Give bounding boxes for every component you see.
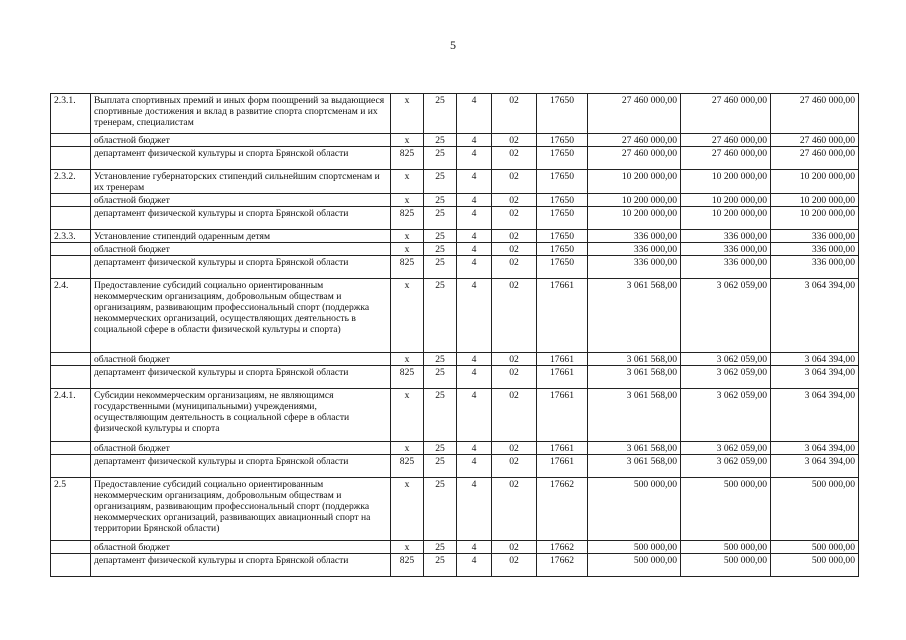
row-value-1: 10 200 000,00	[588, 207, 681, 230]
table-row	[51, 366, 859, 389]
row-csr: 02	[492, 478, 537, 541]
row-subname: областной бюджет	[91, 194, 391, 207]
row-num: 17650	[537, 94, 588, 134]
row-num: 17650	[537, 147, 588, 170]
row-gr: х	[391, 442, 424, 455]
row-value-3: 10 200 000,00	[771, 170, 859, 194]
row-rz: 25	[424, 353, 457, 366]
row-value-2: 500 000,00	[681, 478, 771, 541]
row-value-1: 3 061 568,00	[588, 366, 681, 389]
row-rz: 25	[424, 256, 457, 279]
row-csr: 02	[492, 353, 537, 366]
row-subname: областной бюджет	[91, 134, 391, 147]
row-gr: х	[391, 94, 424, 134]
row-name: Выплата спортивных премий и иных форм поощрений за выдающиеся спортивные достижения и вклад в развитие спорта спортсменам и их тренерам, специалистам	[91, 94, 391, 134]
row-num: 17661	[537, 442, 588, 455]
row-code	[51, 366, 91, 389]
table-row	[51, 230, 859, 243]
table-row	[51, 279, 859, 353]
row-value-2: 27 460 000,00	[681, 147, 771, 170]
row-gr: 825	[391, 366, 424, 389]
row-pr: 4	[457, 455, 492, 478]
row-csr: 02	[492, 442, 537, 455]
row-value-1: 3 061 568,00	[588, 353, 681, 366]
row-value-3: 500 000,00	[771, 554, 859, 577]
row-value-2: 27 460 000,00	[681, 134, 771, 147]
row-value-2: 3 062 059,00	[681, 279, 771, 353]
row-code	[51, 243, 91, 256]
row-value-3: 336 000,00	[771, 230, 859, 243]
row-value-2: 3 062 059,00	[681, 455, 771, 478]
row-pr: 4	[457, 256, 492, 279]
row-rz: 25	[424, 94, 457, 134]
row-code	[51, 207, 91, 230]
row-value-3: 336 000,00	[771, 256, 859, 279]
row-value-3: 3 064 394,00	[771, 279, 859, 353]
row-pr: 4	[457, 243, 492, 256]
row-csr: 02	[492, 366, 537, 389]
row-value-1: 27 460 000,00	[588, 94, 681, 134]
row-pr: 4	[457, 94, 492, 134]
table-row	[51, 94, 859, 134]
row-num: 17661	[537, 353, 588, 366]
row-value-1: 3 061 568,00	[588, 389, 681, 442]
row-pr: 4	[457, 194, 492, 207]
row-num: 17662	[537, 554, 588, 577]
row-csr: 02	[492, 554, 537, 577]
row-value-3: 3 064 394,00	[771, 353, 859, 366]
row-code: 2.5	[51, 478, 91, 541]
row-value-1: 336 000,00	[588, 243, 681, 256]
row-value-3: 3 064 394,00	[771, 455, 859, 478]
row-num: 17661	[537, 389, 588, 442]
table-row	[51, 194, 859, 207]
row-subname: департамент физической культуры и спорта Брянской области	[91, 256, 391, 279]
row-csr: 02	[492, 207, 537, 230]
row-rz: 25	[424, 170, 457, 194]
row-value-1: 336 000,00	[588, 230, 681, 243]
row-num: 17650	[537, 170, 588, 194]
row-rz: 25	[424, 455, 457, 478]
row-pr: 4	[457, 442, 492, 455]
row-name: Установление губернаторских стипендий сильнейшим спортсменам и их тренерам	[91, 170, 391, 194]
row-value-1: 500 000,00	[588, 554, 681, 577]
row-value-3: 10 200 000,00	[771, 194, 859, 207]
row-pr: 4	[457, 554, 492, 577]
row-rz: 25	[424, 442, 457, 455]
row-value-2: 336 000,00	[681, 230, 771, 243]
row-num: 17661	[537, 455, 588, 478]
table-row	[51, 353, 859, 366]
table-row	[51, 541, 859, 554]
row-pr: 4	[457, 279, 492, 353]
row-code: 2.4.	[51, 279, 91, 353]
row-csr: 02	[492, 170, 537, 194]
row-value-2: 3 062 059,00	[681, 353, 771, 366]
row-code	[51, 256, 91, 279]
row-subname: областной бюджет	[91, 353, 391, 366]
row-value-2: 3 062 059,00	[681, 442, 771, 455]
row-num: 17662	[537, 478, 588, 541]
row-code: 2.4.1.	[51, 389, 91, 442]
row-rz: 25	[424, 134, 457, 147]
row-subname: департамент физической культуры и спорта Брянской области	[91, 554, 391, 577]
row-name: Предоставление субсидий социально ориентированным некоммерческим организациям, добровольным обществам и организациям, развивающим профессиональный спорт (поддержка некоммерческих организаций, развивающих авиационный спорт на территории Брянской области)	[91, 478, 391, 541]
row-gr: 825	[391, 455, 424, 478]
row-value-2: 500 000,00	[681, 554, 771, 577]
row-value-2: 3 062 059,00	[681, 366, 771, 389]
row-value-2: 500 000,00	[681, 541, 771, 554]
row-value-3: 3 064 394,00	[771, 442, 859, 455]
row-rz: 25	[424, 147, 457, 170]
row-gr: х	[391, 194, 424, 207]
row-rz: 25	[424, 389, 457, 442]
row-rz: 25	[424, 243, 457, 256]
row-num: 17661	[537, 279, 588, 353]
row-value-3: 27 460 000,00	[771, 147, 859, 170]
row-pr: 4	[457, 170, 492, 194]
row-csr: 02	[492, 455, 537, 478]
row-value-1: 3 061 568,00	[588, 279, 681, 353]
table-row	[51, 207, 859, 230]
row-gr: х	[391, 389, 424, 442]
row-value-2: 10 200 000,00	[681, 207, 771, 230]
row-gr: х	[391, 230, 424, 243]
row-value-1: 3 061 568,00	[588, 442, 681, 455]
row-code: 2.3.2.	[51, 170, 91, 194]
row-value-1: 10 200 000,00	[588, 170, 681, 194]
row-csr: 02	[492, 389, 537, 442]
row-csr: 02	[492, 541, 537, 554]
row-rz: 25	[424, 230, 457, 243]
table-body	[51, 94, 859, 577]
row-subname: департамент физической культуры и спорта Брянской области	[91, 455, 391, 478]
row-pr: 4	[457, 353, 492, 366]
row-csr: 02	[492, 230, 537, 243]
row-value-1: 27 460 000,00	[588, 134, 681, 147]
table-row	[51, 134, 859, 147]
row-value-3: 10 200 000,00	[771, 207, 859, 230]
row-value-2: 10 200 000,00	[681, 194, 771, 207]
table-row	[51, 442, 859, 455]
row-subname: областной бюджет	[91, 541, 391, 554]
page-number: 5	[450, 38, 456, 52]
row-code	[51, 442, 91, 455]
row-value-1: 27 460 000,00	[588, 147, 681, 170]
row-rz: 25	[424, 478, 457, 541]
row-value-1: 500 000,00	[588, 478, 681, 541]
row-code	[51, 554, 91, 577]
row-value-3: 500 000,00	[771, 478, 859, 541]
row-name: Предоставление субсидий социально ориентированным некоммерческим организациям, добровольным обществам и организациям, развивающим профессиональный спорт (поддержка некоммерческих организаций, осуществляющих деятельность в социальной сфере в области физической культуры и спорта)	[91, 279, 391, 353]
row-value-1: 3 061 568,00	[588, 455, 681, 478]
row-num: 17650	[537, 207, 588, 230]
row-num: 17650	[537, 230, 588, 243]
row-gr: 825	[391, 207, 424, 230]
row-num: 17661	[537, 366, 588, 389]
row-csr: 02	[492, 279, 537, 353]
row-value-2: 10 200 000,00	[681, 170, 771, 194]
row-rz: 25	[424, 554, 457, 577]
row-code	[51, 134, 91, 147]
row-num: 17650	[537, 256, 588, 279]
row-value-3: 27 460 000,00	[771, 134, 859, 147]
table-row	[51, 554, 859, 577]
row-gr: х	[391, 134, 424, 147]
row-subname: департамент физической культуры и спорта Брянской области	[91, 207, 391, 230]
row-value-3: 500 000,00	[771, 541, 859, 554]
row-csr: 02	[492, 243, 537, 256]
row-value-2: 336 000,00	[681, 256, 771, 279]
row-num: 17650	[537, 134, 588, 147]
row-code: 2.3.1.	[51, 94, 91, 134]
row-csr: 02	[492, 194, 537, 207]
row-pr: 4	[457, 147, 492, 170]
row-pr: 4	[457, 541, 492, 554]
row-code	[51, 147, 91, 170]
table-row	[51, 243, 859, 256]
row-num: 17662	[537, 541, 588, 554]
row-value-1: 336 000,00	[588, 256, 681, 279]
row-rz: 25	[424, 194, 457, 207]
row-gr: х	[391, 170, 424, 194]
row-num: 17650	[537, 194, 588, 207]
table-row	[51, 455, 859, 478]
row-gr: х	[391, 279, 424, 353]
row-subname: областной бюджет	[91, 442, 391, 455]
row-value-1: 500 000,00	[588, 541, 681, 554]
budget-table	[50, 93, 859, 577]
row-pr: 4	[457, 230, 492, 243]
row-gr: 825	[391, 554, 424, 577]
row-subname: областной бюджет	[91, 243, 391, 256]
row-pr: 4	[457, 389, 492, 442]
table-row	[51, 256, 859, 279]
row-value-3: 3 064 394,00	[771, 366, 859, 389]
row-gr: 825	[391, 147, 424, 170]
row-value-2: 336 000,00	[681, 243, 771, 256]
row-gr: 825	[391, 256, 424, 279]
row-pr: 4	[457, 478, 492, 541]
row-csr: 02	[492, 147, 537, 170]
row-value-3: 3 064 394,00	[771, 389, 859, 442]
row-rz: 25	[424, 279, 457, 353]
row-code	[51, 194, 91, 207]
row-code	[51, 541, 91, 554]
row-code	[51, 455, 91, 478]
row-value-3: 27 460 000,00	[771, 94, 859, 134]
row-value-2: 3 062 059,00	[681, 389, 771, 442]
row-csr: 02	[492, 94, 537, 134]
row-name: Субсидии некоммерческим организациям, не являющимся государственными (муниципальными) учреждениями, осуществляющим деятельность в социальной сфере в области физической культуры и спорта	[91, 389, 391, 442]
row-value-1: 10 200 000,00	[588, 194, 681, 207]
row-pr: 4	[457, 134, 492, 147]
row-code	[51, 353, 91, 366]
row-name: Установление стипендий одаренным детям	[91, 230, 391, 243]
row-csr: 02	[492, 134, 537, 147]
row-value-3: 336 000,00	[771, 243, 859, 256]
table-row	[51, 170, 859, 194]
table-row	[51, 147, 859, 170]
row-csr: 02	[492, 256, 537, 279]
row-rz: 25	[424, 541, 457, 554]
row-gr: х	[391, 541, 424, 554]
row-code: 2.3.3.	[51, 230, 91, 243]
row-value-2: 27 460 000,00	[681, 94, 771, 134]
table-row	[51, 389, 859, 442]
row-subname: департамент физической культуры и спорта Брянской области	[91, 147, 391, 170]
row-pr: 4	[457, 207, 492, 230]
row-pr: 4	[457, 366, 492, 389]
row-rz: 25	[424, 207, 457, 230]
row-rz: 25	[424, 366, 457, 389]
row-gr: х	[391, 353, 424, 366]
row-gr: х	[391, 243, 424, 256]
row-gr: х	[391, 478, 424, 541]
row-subname: департамент физической культуры и спорта Брянской области	[91, 366, 391, 389]
table-row	[51, 478, 859, 541]
row-num: 17650	[537, 243, 588, 256]
